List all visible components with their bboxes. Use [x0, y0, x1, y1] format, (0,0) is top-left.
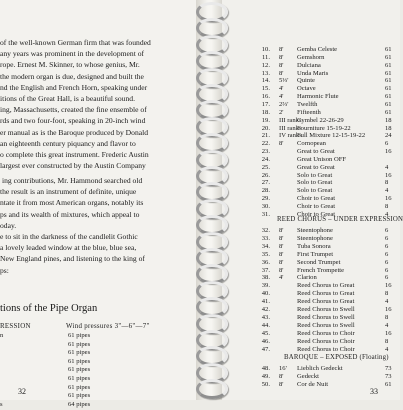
paragraph-line: oday. — [0, 220, 17, 230]
paragraph-line: of the well-known German firm that was founded — [0, 38, 151, 47]
stop-number: 44. — [261, 321, 270, 329]
stop-pitch: 16' — [279, 365, 287, 372]
stop-name: Lieblich Gedeckt — [297, 365, 343, 372]
stop-name: Quinte — [297, 77, 315, 85]
stop-number: 28. — [261, 187, 270, 195]
paragraph-line: nd the English and French Horn, speaking under — [0, 82, 148, 92]
stop-pipes: 61 — [385, 85, 392, 93]
paragraph-line: ntate it from most American organs, notably its — [0, 198, 144, 208]
reed-section-heading: REED CHORUS – UNDER EXPRESSION — [277, 216, 403, 223]
paragraph-line: ing contributions, Mr. Hammond searched old — [2, 176, 143, 185]
stop-number: 21. — [261, 132, 270, 140]
stop-number: 19. — [261, 116, 270, 124]
stop-number: 40. — [261, 290, 270, 298]
stop-number: 42. — [261, 306, 270, 313]
stop-name: Dulciana — [297, 61, 321, 69]
stop-pitch: 8' — [279, 266, 284, 274]
stop-name: Steentophone — [297, 234, 333, 242]
stop-number: 10. — [261, 46, 270, 53]
stop-pipes: 6 — [385, 258, 389, 266]
stop-number: 33. — [261, 234, 270, 242]
stop-name: Great to Great — [297, 148, 335, 156]
stop-pitch: 4' — [279, 274, 284, 282]
stop-name: First Trumpet — [297, 250, 334, 258]
stop-name: Reed Chorus to Swell — [297, 306, 355, 313]
stop-name: Clarion — [297, 274, 317, 282]
stop-number: 47. — [261, 345, 270, 353]
paragraph-line: ps: — [0, 265, 9, 275]
stop-pitch: 2⅔' — [279, 100, 289, 108]
stop-name: Reed Chorus to Choir — [297, 345, 355, 353]
stop-pipes: 6 — [385, 266, 389, 274]
stop-number: 13. — [261, 69, 270, 77]
paragraph-line: the modern organ is due, designed and built the — [0, 71, 144, 81]
paragraph-line: ing, Massachusetts, created the fine ensemble of — [0, 105, 147, 115]
stop-pipes: 73 — [385, 365, 392, 372]
stop-name: Second Trumpet — [297, 258, 341, 266]
stop-pipes: 8 — [385, 179, 389, 187]
pipe-count: 64 pipes — [68, 400, 91, 408]
paragraph-line: er manual as is the Baroque produced by Donald — [0, 127, 149, 137]
stop-pitch: 8' — [279, 258, 284, 266]
paragraph-line: largest ever constructed by the Austin Company — [0, 161, 146, 171]
stop-name: Solo to Great — [297, 171, 333, 179]
pipe-count: 61 pipes — [68, 332, 91, 339]
stop-pipes: 4 — [385, 210, 389, 218]
stop-name: Cornopean — [297, 140, 326, 148]
paragraph-line: rds and two four-foot, speaking in 20-inch wind — [0, 116, 146, 126]
stop-name: Choir to Great — [297, 203, 336, 210]
stop-pipes: 8 — [385, 313, 389, 321]
stop-pitch: III ranks — [279, 124, 302, 132]
stop-pitch: 8' — [279, 242, 284, 250]
stop-pipes: 6 — [385, 234, 389, 242]
stop-name: Cor de Nuit — [297, 380, 329, 388]
stop-name: Gemshorn — [297, 53, 325, 61]
stop-pipes: 16 — [385, 329, 392, 337]
stop-pipes: 8 — [385, 290, 389, 298]
stop-number: 22. — [261, 140, 270, 148]
stop-name: Great Unison OFF — [297, 155, 347, 163]
stop-name: Harmonic Flute — [297, 93, 339, 101]
stop-pipes: 61 — [385, 108, 392, 116]
stop-pitch: IV ranks — [279, 132, 302, 140]
stop-pipes: 6 — [385, 250, 389, 258]
stop-number: 30. — [261, 203, 270, 210]
pipe-count: 61 pipes — [68, 366, 91, 374]
stop-number: 17. — [261, 100, 270, 108]
stop-name: Fourniture 15-19-22 — [297, 124, 351, 132]
stop-number: 50. — [261, 380, 270, 388]
stop-name: Tuba Sonora — [297, 242, 331, 250]
stop-pitch: 8' — [279, 372, 284, 380]
stop-pipes: 61 — [385, 380, 392, 388]
stop-fragment: n — [0, 332, 4, 339]
expression-section-label: RESSION — [0, 323, 31, 330]
stop-name: Great to Great — [297, 163, 335, 171]
stop-pitch: 4' — [279, 93, 284, 101]
stop-name: Gemba Celeste — [297, 46, 338, 53]
paragraph-line: the result is an instrument of definite, unique — [0, 187, 137, 197]
stop-name: Gedeckt — [297, 372, 319, 380]
stop-pitch: 8' — [279, 250, 284, 258]
pipe-count: 61 pipes — [68, 340, 91, 348]
stop-number: 12. — [261, 61, 270, 69]
stop-pitch: 8' — [279, 227, 284, 234]
stop-number: 43. — [261, 313, 270, 321]
pipe-count: 61 pipes — [68, 357, 91, 365]
stop-number: 34. — [261, 242, 270, 250]
specification-heading: tions of the Pipe Organ — [0, 303, 98, 314]
stop-number: 24. — [261, 155, 270, 163]
stop-pipes: 16 — [385, 195, 392, 203]
stop-pipes: 61 — [385, 77, 392, 85]
stop-pipes: 18 — [385, 124, 392, 132]
stop-number: 11. — [262, 53, 270, 61]
stop-number: 38. — [261, 274, 270, 282]
stop-pipes: 61 — [385, 69, 392, 77]
stop-pipes: 73 — [385, 372, 392, 380]
stop-number: 14. — [261, 77, 270, 85]
stop-number: 31. — [261, 210, 270, 218]
stop-pitch: 5⅓' — [279, 77, 289, 85]
stop-name: Reed Chorus to Choir — [297, 329, 355, 337]
stop-pitch: 8' — [279, 69, 284, 77]
stop-name: Cymbel 22-26-29 — [297, 116, 344, 124]
paragraph-line: rope. Ernest M. Skinner, to whose genius, Mr. — [0, 60, 140, 70]
stop-name: French Trompette — [297, 266, 345, 274]
stop-pipes: 61 — [385, 93, 392, 101]
stop-pipes: 8 — [385, 203, 389, 210]
pipe-count: 61 pipes — [68, 392, 91, 400]
stop-pipes: 8 — [385, 337, 389, 345]
stop-name: Octave — [297, 85, 316, 93]
stop-pipes: 61 — [385, 53, 392, 61]
stop-pitch: 2' — [279, 108, 284, 116]
stop-name: Reed Chorus to Choir — [297, 337, 355, 345]
stop-number: 37. — [261, 266, 270, 274]
paragraph-line: a lovely leaded window at the blue, blue sea, — [0, 243, 137, 253]
stop-pitch: 8' — [279, 380, 284, 388]
paragraph-line: New England pines, and listening to the king of — [0, 254, 145, 264]
page-number-left: 32 — [18, 387, 26, 396]
stop-pipes: 16 — [385, 148, 392, 156]
stop-number: 25. — [261, 163, 270, 171]
stop-name: Reed Chorus to Great — [297, 282, 355, 290]
stop-name: Steentophone — [297, 227, 333, 234]
stop-number: 45. — [261, 329, 270, 337]
stop-name: Reed Chorus to Swell — [297, 313, 355, 321]
stop-number: 15. — [261, 85, 270, 93]
stop-pipes: 6 — [385, 140, 389, 148]
paragraph-line: o complete this great instrument. Frederic Austin — [0, 150, 149, 159]
stop-number: 36. — [261, 258, 270, 266]
pipe-count: 61 pipes — [68, 349, 91, 357]
stop-pipes: 6 — [385, 242, 389, 250]
stop-number: 35. — [261, 250, 270, 258]
stop-name: Unda Maris — [297, 69, 329, 77]
stop-pipes: 16 — [385, 306, 392, 313]
stop-pipes: 61 — [385, 46, 392, 53]
stop-number: 41. — [261, 298, 270, 306]
stop-pitch: 8' — [279, 140, 284, 148]
stop-number: 26. — [261, 171, 270, 179]
stop-pipes: 18 — [385, 116, 392, 124]
stop-pipes: 16 — [385, 282, 392, 290]
stop-pitch: 4' — [279, 85, 284, 93]
stop-number: 29. — [261, 195, 270, 203]
stop-name: Reed Chorus to Swell — [297, 321, 355, 329]
stop-pipes: 61 — [385, 61, 392, 69]
stop-row — [210, 345, 400, 355]
stop-name: Twelfth — [297, 100, 318, 108]
paragraph-line: any years was prominent in the development of — [0, 49, 145, 59]
stop-pipes: 16 — [385, 171, 392, 179]
stop-pipes: 61 — [385, 100, 392, 108]
stop-number: 48. — [261, 365, 270, 372]
stop-pipes: 4 — [385, 163, 389, 171]
stop-number: 27. — [261, 179, 270, 187]
stop-number: 18. — [261, 108, 270, 116]
pipe-count: 61 pipes — [68, 383, 91, 391]
stop-number: 20. — [261, 124, 270, 132]
stop-pipes: 6 — [385, 274, 389, 282]
stop-number: 32. — [261, 227, 270, 234]
stop-number: 23. — [261, 148, 270, 156]
stop-fragment: s — [0, 400, 3, 408]
stop-pipes: 4 — [385, 298, 389, 306]
stop-number: 39. — [261, 282, 270, 290]
stop-pipes: 6 — [385, 227, 389, 234]
wind-pressures-label: Wind pressures 3"—6"—7" — [66, 323, 150, 330]
right-page — [210, 0, 403, 400]
stop-pitch: 8' — [279, 61, 284, 69]
stop-name: Solo to Great — [297, 187, 333, 195]
stop-pipes: 4 — [385, 345, 389, 353]
stop-pipes: 4 — [385, 321, 389, 329]
stop-pitch: 8' — [279, 234, 284, 242]
stop-name: Reed Chorus to Great — [297, 290, 355, 298]
paragraph-line: e to sit in the darkness of the candlelit Gothic — [0, 232, 138, 241]
stop-name: Solo to Great — [297, 179, 333, 187]
stop-number: 16. — [261, 93, 270, 101]
stop-name: Fifteenth — [297, 108, 321, 116]
stop-pitch: 8' — [279, 53, 284, 61]
stop-name: Choir to Great — [297, 210, 336, 218]
stop-name: Choir to Great — [297, 195, 336, 203]
paragraph-line: an eighteenth century piquancy and flavor to — [0, 138, 136, 148]
baroque-section-heading: BAROQUE – EXPOSED (Floating) — [284, 354, 389, 361]
stop-number: 49. — [261, 372, 270, 380]
stop-name: Full Mixture 12-15-19-22 — [297, 132, 366, 140]
paragraph-line: itions of the Great Hall, is a beautiful sound. — [0, 94, 135, 103]
paragraph-line: ps and its wealth of mixtures, which appeal to — [0, 209, 140, 219]
stop-pitch: 8' — [279, 46, 284, 53]
page-number-right: 33 — [370, 387, 378, 396]
stop-number: 46. — [261, 337, 270, 345]
stop-pipes: 4 — [385, 187, 389, 195]
stop-name: Reed Chorus to Great — [297, 298, 355, 306]
stop-pitch: III ranks — [279, 116, 302, 124]
stop-pipes: 24 — [385, 132, 392, 140]
pipe-count: 61 pipes — [68, 375, 91, 382]
